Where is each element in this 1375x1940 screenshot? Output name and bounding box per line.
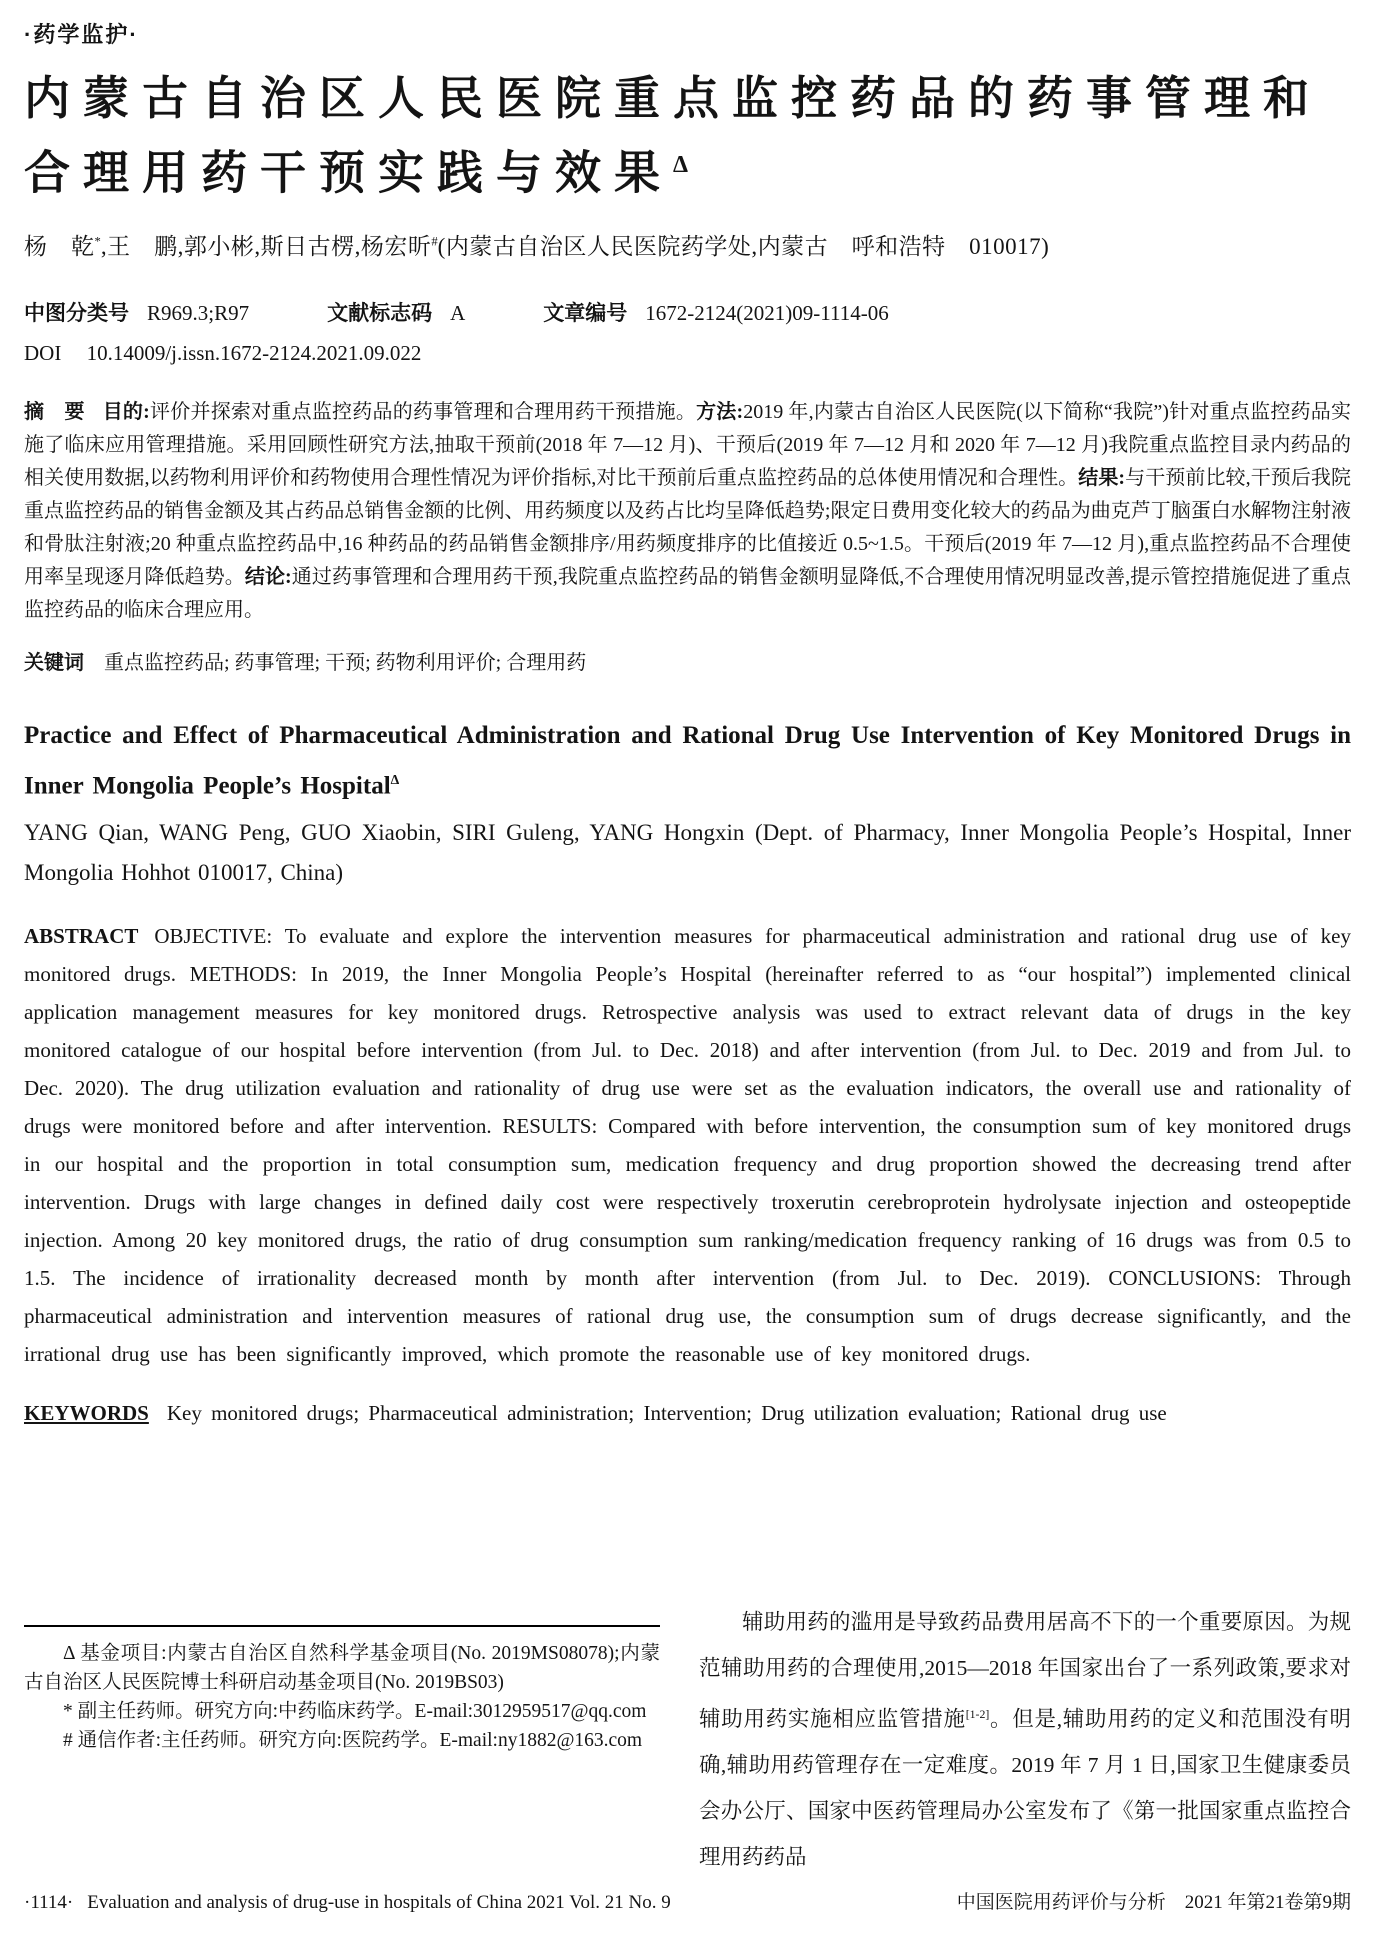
- keywords-cn-text: 重点监控药品; 药事管理; 干预; 药物利用评价; 合理用药: [104, 652, 587, 675]
- author-name: 杨 乾: [24, 234, 95, 260]
- authors-line-en: YANG Qian, WANG Peng, GUO Xiaobin, SIRI Guleng, YANG Hongxin (Dept. of Pharmacy, Inner Mongolia People’s Hospital, Inner Mongolia Hohhot 010017, China): [24, 819, 1351, 885]
- intro-paragraph: [699, 1597, 1351, 1880]
- doi-row: [24, 341, 1351, 366]
- conclusions-label-cn: 结论:: [244, 566, 292, 589]
- title-funding-mark: Δ: [673, 152, 689, 178]
- clc-number-value: R969.3;R97: [147, 301, 250, 326]
- article-id-label: 文章编号: [543, 302, 628, 326]
- author-asterisk-mark: *: [94, 234, 101, 249]
- citation-mark: [1-2]: [965, 1707, 990, 1721]
- clc-number-label: 中图分类号: [24, 302, 129, 326]
- objective-label-cn: 目的:: [102, 401, 150, 424]
- article-id-value: 1672-2124(2021)09-1114-06: [645, 301, 889, 326]
- affiliation: (内蒙古自治区人民医院药学处,内蒙古 呼和浩特 010017): [437, 234, 1050, 260]
- footer-journal-en: Evaluation and analysis of drug-use in hospitals of China 2021 Vol. 21 No. 9: [87, 1892, 671, 1913]
- abstract-en-label: ABSTRACT: [24, 923, 139, 948]
- footnote-first-author: * 副主任药师。研究方向:中药临床药学。E-mail:3012959517@qq.com: [63, 1701, 647, 1722]
- page-footer: [24, 1887, 1351, 1914]
- keywords-en: [24, 1394, 1351, 1432]
- results-text-cn: 与干预前比较,干预后我院重点监控药品的销售金额及其占药品总销售金额的比例、用药频度以及药占比均呈降低趋势;限定日费用变化较大的药品为曲克芦丁脑蛋白水解物注射液和骨肽注射液;20 种重点监控药品中,16 种药品的药品销售金额排序/用药频度排序的比值接近 0.5~1.5。干预后(2019 年 7—12 月),重点监控药品不合理使用率呈现逐月降低趋势。: [24, 467, 1352, 589]
- abstract-cn-label: 摘 要: [24, 401, 85, 424]
- conclusions-text-cn: 通过药事管理和合理用药干预,我院重点监控药品的销售金额明显降低,不合理使用情况明显改善,提示管控措施促进了重点监控药品的临床合理应用。: [24, 566, 1352, 622]
- bottom-two-column-section: [24, 1597, 1351, 1880]
- footnote-corresponding-author: # 通信作者:主任药师。研究方向:医院药学。E-mail:ny1882@163.com: [63, 1730, 643, 1751]
- keywords-en-text: Key monitored drugs; Pharmaceutical administration; Intervention; Drug utilization evaluation; Rational drug use: [166, 1400, 1167, 1425]
- article-title-cn-text: 内蒙古自治区人民医院重点监控药品的药事管理和合理用药干预实践与效果: [24, 73, 1322, 199]
- corresponding-author-mark: #: [431, 234, 438, 249]
- column-section-mark: ·药学监护·: [24, 22, 139, 47]
- intro-text-before-citation: 辅助用药的滥用是导致药品费用居高不下的一个重要原因。为规范辅助用药的合理使用,2015—2018 年国家出台了一系列政策,要求对辅助用药实施相应监管措施: [699, 1610, 1351, 1732]
- keywords-cn: [24, 647, 1351, 680]
- keywords-en-label: KEYWORDS: [24, 1400, 149, 1425]
- document-code-value: A: [450, 301, 466, 326]
- intro-text-after-citation: 。但是,辅助用药的定义和范围没有明确,辅助用药管理存在一定难度。2019 年 7 月 1 日,国家卫生健康委员会办公厅、国家中医药管理局办公室发布了《第一批国家重点监控合理用药药品: [699, 1707, 1351, 1870]
- footnote-column: [24, 1597, 660, 1880]
- introduction-column: [699, 1597, 1351, 1880]
- article-title-cn: [24, 65, 1351, 206]
- doi-value: 10.14009/j.issn.1672-2124.2021.09.022: [86, 341, 422, 366]
- keywords-cn-label: 关键词: [24, 652, 84, 675]
- methods-text-cn: 2019 年,内蒙古自治区人民医院(以下简称“我院”)针对重点监控药品实施了临床应用管理措施。采用回顾性研究方法,抽取干预前(2018 年 7—12 月)、干预后(2019 年 7—12 月和 2020 年 7—12 月)我院重点监控目录内药品的相关使用数据,以药物利用评价和药物使用合理性情况为评价指标,对比干预前后重点监控药品的总体使用情况和合理性。: [24, 401, 1351, 490]
- authors-line-cn: [24, 228, 1351, 261]
- article-meta-row: [24, 297, 1351, 327]
- article-title-en-text: Practice and Effect of Pharmaceutical Administration and Rational Drug Use Intervention of Key Monitored Drugs in Inner Mongolia People’s Hospital: [24, 722, 1351, 800]
- results-label-cn: 结果:: [1078, 467, 1126, 490]
- footer-left: [24, 1892, 671, 1914]
- methods-label-cn: 方法:: [696, 401, 744, 424]
- title-en-funding-mark: Δ: [390, 772, 400, 788]
- footnote-divider: [24, 1625, 660, 1627]
- abstract-cn: [24, 396, 1351, 627]
- author-names: ,王 鹏,郭小彬,斯日古楞,杨宏昕: [100, 234, 432, 260]
- document-code-label: 文献标志码: [327, 302, 433, 326]
- abstract-en-text: OBJECTIVE: To evaluate and explore the intervention measures for pharmaceutical administration and rational drug use of key monitored drugs. METHODS: In 2019, the Inner Mongolia People’s Hospital (hereinafter referred to as “our hospital”) implemented clinical application management measures for key monitored drugs. Retrospective analysis was used to extract relevant data of drugs in the key monitored catalogue of our hospital before intervention (from Jul. to Dec. 2018) and after intervention (from Jul. to Dec. 2019 and from Jul. to Dec. 2020). The drug utilization evaluation and rationality of drug use were set as the evaluation indicators, the overall use and rationality of drugs were monitored before and after intervention. RESULTS: Compared with before intervention, the consumption sum of key monitored drugs in our hospital and the proportion in total consumption sum, medication frequency and drug proportion showed the decreasing trend after intervention. Drugs with large changes in defined daily cost were respectively troxerutin cerebroprotein hydrolysate injection and osteopeptide injection. Among 20 key monitored drugs, the ratio of drug consumption sum ranking/medication frequency ranking of 16 drugs was from 0.5 to 1.5. The incidence of irrationality decreased month by month after intervention (from Jul. to Dec. 2019). CONCLUSIONS: Through pharmaceutical administration and intervention measures of rational drug use, the consumption sum of drugs decrease significantly, and the irrational drug use has been significantly improved, which promote the reasonable use of key monitored drugs.: [24, 923, 1351, 1366]
- doi-label: DOI: [24, 341, 62, 366]
- footer-journal-cn: 中国医院用药评价与分析 2021 年第21卷第9期: [956, 1892, 1351, 1913]
- page-number: ·1114·: [24, 1892, 74, 1913]
- objective-text-cn: 评价并探索对重点监控药品的药事管理和合理用药干预措施。: [149, 401, 697, 424]
- footnote-funding: Δ 基金项目:内蒙古自治区自然科学基金项目(No. 2019MS08078);内蒙古自治区人民医院博士科研启动基金项目(No. 2019BS03): [24, 1643, 660, 1693]
- article-title-en: [24, 714, 1351, 808]
- abstract-en: [24, 917, 1351, 1373]
